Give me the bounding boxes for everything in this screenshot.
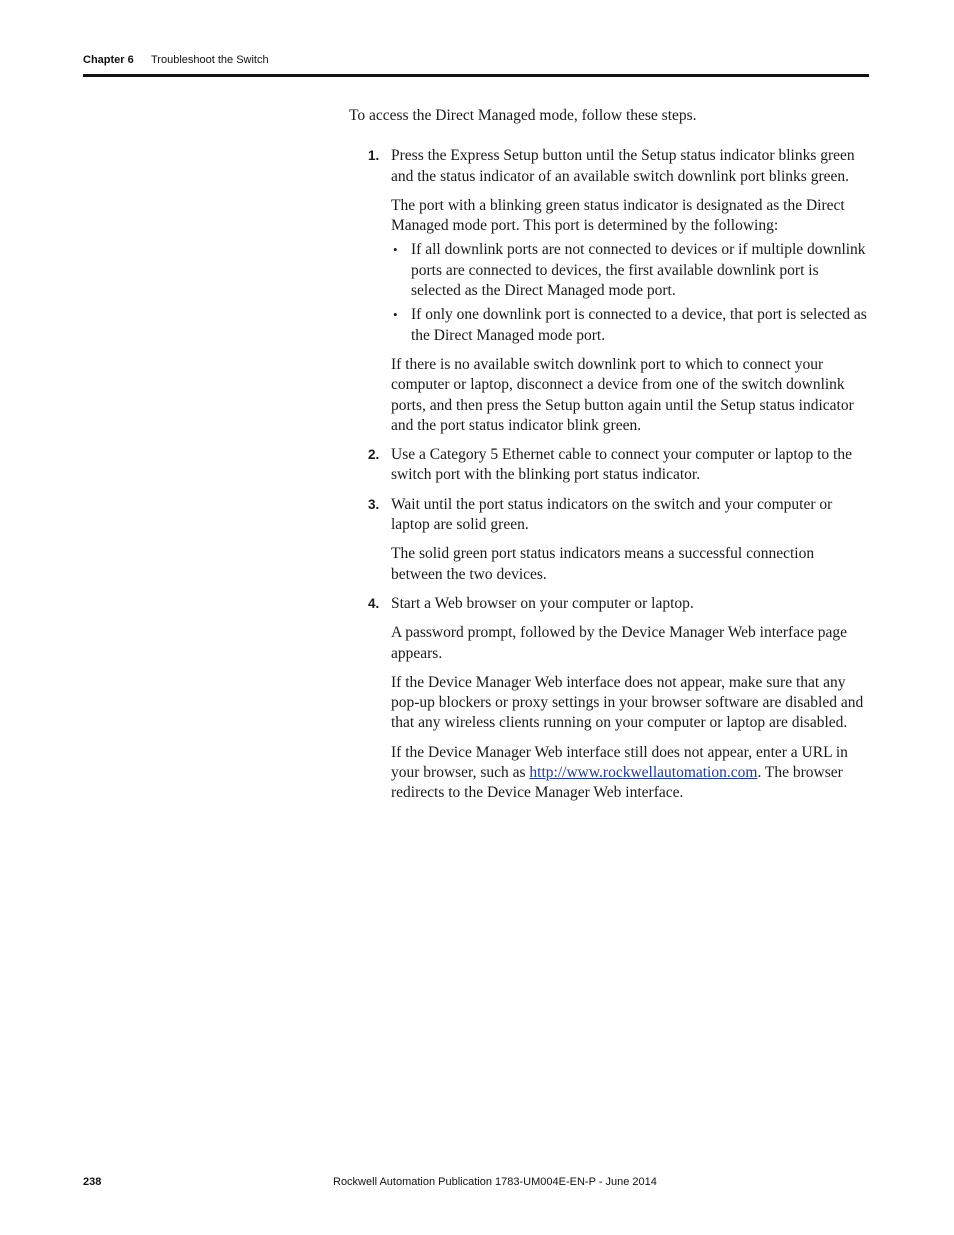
bullet-icon: •: [393, 307, 398, 323]
list-item: [391, 305, 869, 346]
step-paragraph: The port with a blinking green status indicator is designated as the Direct Managed mode port. This port is determined by the following:: [391, 196, 845, 235]
step-text: Wait until the port status indicators on the switch and your computer or laptop are solid green.: [391, 495, 833, 534]
url-lead-text: If the Device Manager Web interface still does not appear, enter a URL in your browser, such as: [391, 743, 848, 782]
page-number: 238: [83, 1176, 102, 1188]
step-text: Press the Express Setup button until the Setup status indicator blinks green and the status indicator of an available switch downlink port blinks green.: [391, 147, 855, 185]
step-text: Use a Category 5 Ethernet cable to connect your computer or laptop to the switch port with the blinking port status indicator.: [391, 446, 852, 484]
url-trail-text: . The browser redirects to the Device Manager Web interface.: [391, 764, 843, 802]
step-paragraph: The solid green port status indicators means a successful connection between the two devices.: [391, 545, 815, 583]
step-paragraph: If the Device Manager Web interface does not appear, make sure that any pop-up blockers or proxy settings in your browser software are disabled and that any wireless clients running on your computer or laptop are disabled.: [391, 673, 864, 732]
header-rule: [83, 74, 869, 77]
step-paragraph-url: [391, 743, 869, 804]
rockwell-url-link[interactable]: http://www.rockwellautomation.com: [529, 764, 758, 782]
page-header: [83, 52, 869, 74]
step-2: [349, 445, 869, 486]
main-content: [349, 106, 869, 813]
step-number: 2.: [368, 447, 380, 463]
step-4: [349, 594, 869, 804]
step-text: Start a Web browser on your computer or laptop.: [391, 594, 694, 612]
bullet-text: If only one downlink port is connected to a device, that port is selected as the Direct Managed mode port.: [411, 306, 867, 344]
step-paragraph: If there is no available switch downlink port to which to connect your computer or laptop, disconnect a device from one of the switch downlink ports, and then press the Setup button again until the Setup status indicator and the port status indicator blink green.: [391, 355, 854, 434]
step-number: 4.: [368, 595, 380, 611]
step-number: 1.: [368, 148, 380, 164]
step-1: [349, 146, 869, 436]
chapter-label: Chapter 6: [83, 54, 134, 66]
bullet-text: If all downlink ports are not connected to devices or if multiple downlink ports are connected to devices, the first available downlink port is selected as the Direct Managed mode port.: [411, 241, 866, 300]
step-3: [349, 495, 869, 585]
list-item: [391, 240, 869, 301]
steps-list: [349, 146, 869, 803]
bullet-icon: •: [393, 242, 398, 258]
publication-info: Rockwell Automation Publication 1783-UM004E-EN-P - June 2014: [333, 1176, 657, 1188]
bullet-list: [391, 240, 869, 345]
section-title: Troubleshoot the Switch: [151, 54, 269, 66]
step-number: 3.: [368, 496, 380, 512]
intro-paragraph: To access the Direct Managed mode, follow these steps.: [349, 107, 697, 124]
step-paragraph: A password prompt, followed by the Device Manager Web interface page appears.: [391, 624, 847, 662]
